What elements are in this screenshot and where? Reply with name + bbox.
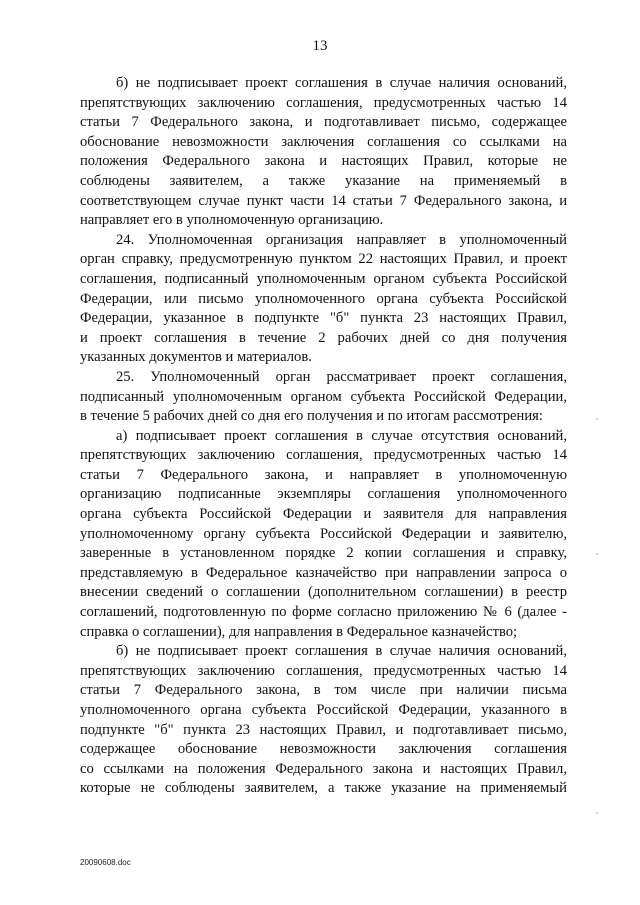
paragraph [80,231,567,368]
paragraph [80,368,567,427]
paragraph-line: которые не соблюдены заявителем, а также указание на применяемый [80,780,567,797]
paragraph-line: соглашения, подписанный уполномоченным органом субъекта Российской [80,270,567,287]
paragraph-line: статьи 7 Федерального закона, и подготавливает письмо, содержащее [80,114,567,131]
paragraph-line: обоснование невозможности заключения соглашения со ссылками на [80,133,567,150]
paragraph-line: положения Федерального закона и настоящих Правил, которые не [80,153,567,170]
paragraph-line: соглашений, подготовленную по форме согласно приложению № 6 (далее - [80,604,567,621]
paragraph-line: организацию подписанные экземпляры соглашения уполномоченного [80,486,567,503]
paragraph [80,427,567,643]
paragraph-line: соответствующем случае пункт части 14 статьи 7 Федерального закона, и [80,192,567,209]
paragraph-line: направляет его в уполномоченную организацию. [80,212,384,229]
paragraph-line: б) не подписывает проект соглашения в случае наличия оснований, [116,643,567,660]
paragraph-line: представляемую в Федеральное казначейство при направлении запроса о [80,564,567,581]
scan-speck [596,553,598,555]
paragraph-line: орган справку, предусмотренную пунктом 22 настоящих Правил, и проект [80,251,567,268]
paragraph-line: 24. Уполномоченная организация направляет в уполномоченный [116,231,567,248]
document-body [80,74,567,799]
paragraph-line: препятствующих заключению соглашения, предусмотренных частью 14 [80,662,567,679]
scan-speck [596,418,598,420]
paragraph [80,74,567,231]
paragraph-line: внесении сведений о соглашении (дополнительном соглашении) в реестр [80,584,567,601]
paragraph-line: уполномоченному органу субъекта Российской Федерации и заявителю, [80,525,567,542]
paragraph-line: уполномоченного органа субъекта Российской Федерации, указанного в [80,702,567,718]
paragraph-line: соблюдены заявителем, а также указание на применяемый в [80,172,567,189]
paragraph [80,642,567,799]
paragraph-line: справка о соглашении), для направления в Федеральное казначейство; [80,623,518,640]
paragraph-line: указанных документов и материалов. [80,349,312,366]
paragraph-line: содержащее обоснование невозможности заключения соглашения [80,741,567,758]
paragraph-line: Федерации, указанное в подпункте "б" пункта 23 настоящих Правил, [80,310,567,327]
page-number: 13 [312,38,328,54]
paragraph-line: в течение 5 рабочих дней со дня его получения и по итогам рассмотрения: [80,408,543,425]
paragraph-line: 25. Уполномоченный орган рассматривает проект соглашения, [116,368,567,385]
paragraph-line: подпункте "б" пункта 23 настоящих Правил, и подготавливает письмо, [80,721,567,738]
paragraph-line: заверенные в установленном порядке 2 копии соглашения и справку, [80,545,567,562]
scan-speck [596,812,598,814]
paragraph-line: органа субъекта Российской Федерации и заявителя для направления [80,506,567,523]
document-file-reference: 20090608.doc [80,858,131,867]
paragraph-line: б) не подписывает проект соглашения в случае наличия оснований, [116,75,567,91]
paragraph-line: статьи 7 Федерального закона, и направляет в уполномоченную [80,466,567,483]
paragraph-line: а) подписывает проект соглашения в случае отсутствия оснований, [116,427,567,444]
paragraph-line: со ссылками на положения Федерального закона и настоящих Правил, [80,760,567,777]
paragraph-line: и проект соглашения в течение 2 рабочих дней со дня получения [80,329,567,346]
paragraph-line: препятствующих заключению соглашения, предусмотренных частью 14 [80,94,567,111]
paragraph-line: Федерации, или письмо уполномоченного органа субъекта Российской [80,290,567,307]
paragraph-line: подписанный уполномоченным органом субъекта Российской Федерации, [80,388,567,405]
paragraph-line: препятствующих заключению соглашения, предусмотренных частью 14 [80,447,567,464]
paragraph-line: статьи 7 Федерального закона, в том числе при наличии письма [80,682,567,699]
